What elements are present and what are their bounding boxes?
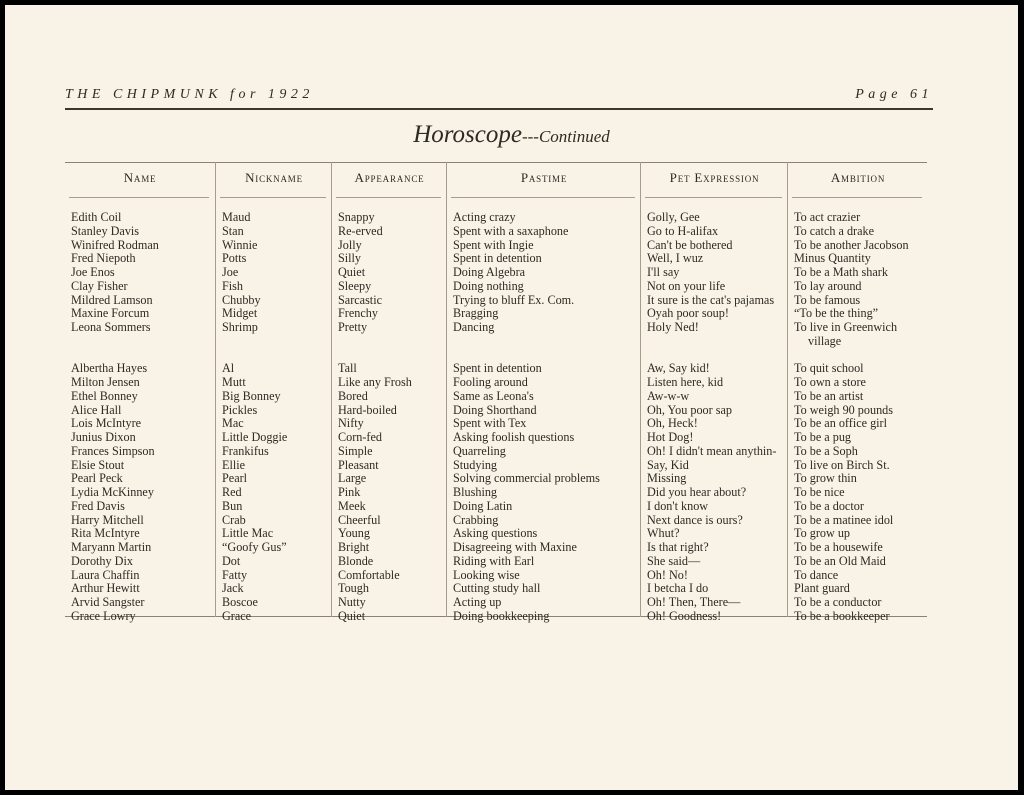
cell-name: Winifred Rodman — [71, 237, 159, 252]
cell-name: Harry Mitchell — [71, 512, 144, 527]
cell-nickname: Al — [222, 361, 235, 376]
row-gap — [222, 349, 330, 363]
cell-nickname: Grace — [222, 608, 252, 623]
cell-appearance: Jolly — [338, 237, 362, 252]
cell-pet-expression — [647, 335, 786, 349]
cell-appearance: Frenchy — [338, 306, 378, 321]
cell-name: Maryann Martin — [71, 540, 152, 554]
cell-nickname: Crab — [222, 512, 246, 527]
cell-ambition: To be a housewife — [794, 540, 883, 554]
cell-nickname: Fish — [222, 278, 244, 293]
cell-appearance: Pretty — [338, 320, 368, 334]
page-title — [5, 121, 1018, 149]
column-header-name: Name — [123, 170, 157, 185]
cell-pastime: Bragging — [453, 306, 499, 321]
column-cells-nickname — [222, 211, 330, 624]
cell-pastime: Asking foolish questions — [453, 430, 575, 444]
cell-ambition: To own a store — [794, 375, 866, 389]
cell-name: Junius Dixon — [71, 430, 136, 444]
cell-pet-expression: Well, I wuz — [647, 251, 704, 266]
cell-nickname: Joe — [222, 265, 239, 279]
cell-name: Albertha Hayes — [71, 361, 148, 376]
row-gap — [794, 349, 926, 363]
cell-name: Fred Niepoth — [71, 251, 136, 266]
cell-appearance: Meek — [338, 498, 366, 513]
cell-ambition: village — [808, 333, 842, 348]
cell-appearance: Tall — [338, 361, 357, 376]
cell-name: Rita McIntyre — [71, 526, 140, 541]
cell-appearance: Pleasant — [338, 457, 379, 472]
cell-appearance: Quiet — [338, 265, 366, 279]
cell-name: Lydia McKinney — [71, 485, 154, 499]
cell-pastime: Acting up — [453, 595, 502, 609]
cell-pastime: Disagreeing with Maxine — [453, 540, 577, 554]
cell-name: Elsie Stout — [71, 457, 125, 472]
cell-pastime: Dancing — [453, 320, 495, 334]
row-gap — [647, 349, 786, 363]
cell-pet-expression: Golly, Gee — [647, 210, 700, 224]
column-name — [65, 162, 215, 623]
cell-ambition: To be a conductor — [794, 595, 882, 609]
cell-pastime: Cutting study hall — [453, 581, 541, 596]
title-sub: ---Continued — [521, 127, 610, 146]
cell-ambition: To quit school — [794, 361, 864, 376]
cell-name: Laura Chaffin — [71, 567, 140, 582]
cell-ambition: To live in Greenwich — [794, 320, 898, 334]
cell-pet-expression: Oh, You poor sap — [647, 402, 732, 417]
cell-pet-expression: Say, Kid — [647, 457, 689, 472]
cell-pet-expression: I don't know — [647, 498, 709, 513]
cell-ambition: To be a Soph — [794, 443, 858, 458]
cell-name: Dorothy Dix — [71, 553, 133, 568]
cell-name: Arvid Sangster — [71, 595, 145, 609]
yearbook-page — [5, 5, 1018, 790]
cell-pastime: Doing Algebra — [453, 265, 526, 279]
cell-appearance: Tough — [338, 581, 369, 596]
cell-appearance: Like any Frosh — [338, 375, 412, 389]
cell-pastime: Solving commercial problems — [453, 471, 600, 486]
row-gap — [71, 349, 213, 363]
column-header-rule — [336, 197, 441, 198]
cell-ambition: To be an Old Maid — [794, 553, 886, 568]
cell-pet-expression: Listen here, kid — [647, 375, 724, 389]
cell-ambition: To act crazier — [794, 210, 861, 224]
cell-appearance: Sleepy — [338, 278, 372, 293]
cell-pet-expression: Missing — [647, 471, 687, 486]
cell-pet-expression: She said— — [647, 553, 701, 568]
cell-pastime: Spent in detention — [453, 361, 542, 376]
cell-pet-expression: Aw, Say kid! — [647, 361, 710, 376]
cell-appearance: Sarcastic — [338, 292, 382, 307]
cell-pet-expression: Oh, Heck! — [647, 416, 698, 431]
column-header-nickname: Nickname — [245, 170, 303, 185]
cell-ambition: To be nice — [794, 485, 845, 499]
cell-pastime: Same as Leona's — [453, 388, 534, 403]
cell-nickname: Big Bonney — [222, 388, 281, 403]
cell-nickname: Little Doggie — [222, 430, 288, 444]
cell-appearance: Bored — [338, 388, 368, 403]
cell-name: Stanley Davis — [71, 223, 140, 238]
cell-appearance: Cheerful — [338, 512, 381, 527]
column-cells-ambition — [794, 211, 926, 624]
cell-nickname: Mutt — [222, 375, 246, 389]
cell-pet-expression: Oh! No! — [647, 567, 688, 582]
column-cells-pet-expression — [647, 211, 786, 624]
cell-nickname: Pickles — [222, 402, 258, 417]
cell-ambition: Plant guard — [794, 581, 850, 596]
cell-ambition: To be famous — [794, 292, 861, 307]
cell-pet-expression: Whut? — [647, 526, 680, 541]
cell-ambition: To be another Jacobson — [794, 237, 909, 252]
cell-name: Grace Lowry — [71, 608, 136, 623]
running-head-title: THE CHIPMUNK for 1922 — [65, 87, 314, 102]
cell-pet-expression: Next dance is ours? — [647, 512, 743, 527]
cell-pet-expression: Did you hear about? — [647, 485, 747, 499]
cell-ambition: To live on Birch St. — [794, 457, 890, 472]
column-cells-appearance — [338, 211, 445, 624]
cell-pastime: Trying to bluff Ex. Com. — [453, 292, 575, 307]
column-ambition — [787, 162, 928, 623]
cell-appearance: Pink — [338, 485, 361, 499]
cell-appearance: Silly — [338, 251, 362, 266]
cell-name: Arthur Hewitt — [71, 581, 140, 596]
cell-nickname: Stan — [222, 223, 244, 238]
cell-nickname: Jack — [222, 581, 244, 596]
cell-ambition: To be a matinee idol — [794, 512, 894, 527]
column-cells-name — [71, 211, 213, 624]
column-header-rule — [69, 197, 209, 198]
cell-pet-expression: Oh! Goodness! — [647, 608, 722, 623]
cell-appearance — [338, 335, 445, 349]
cell-name: Clay Fisher — [71, 278, 128, 293]
cell-nickname: Bun — [222, 498, 243, 513]
column-header-rule — [792, 197, 922, 198]
cell-nickname: Dot — [222, 553, 241, 568]
cell-pastime: Riding with Earl — [453, 553, 535, 568]
cell-name: Leona Sommers — [71, 320, 151, 334]
column-header-rule — [645, 197, 782, 198]
cell-name: Joe Enos — [71, 265, 115, 279]
cell-nickname: Shrimp — [222, 320, 258, 334]
cell-appearance: Blonde — [338, 553, 374, 568]
cell-ambition: To be a pug — [794, 430, 852, 444]
cell-appearance: Nutty — [338, 595, 366, 609]
cell-pet-expression: I'll say — [647, 265, 680, 279]
cell-pet-expression: Is that right? — [647, 540, 709, 554]
cell-pet-expression: Not on your life — [647, 278, 726, 293]
cell-ambition: To catch a drake — [794, 223, 875, 238]
cell-appearance: Simple — [338, 443, 373, 458]
cell-pastime: Doing Latin — [453, 498, 513, 513]
cell-nickname: Potts — [222, 251, 247, 266]
column-pet-expression — [640, 162, 788, 623]
cell-name: Frances Simpson — [71, 443, 155, 458]
cell-nickname: Winnie — [222, 237, 258, 252]
cell-pastime: Spent with a saxaphone — [453, 223, 569, 238]
cell-appearance: Re-erved — [338, 223, 383, 238]
cell-nickname: Chubby — [222, 292, 261, 307]
cell-nickname: Pearl — [222, 471, 248, 486]
cell-pet-expression: Can't be bothered — [647, 237, 733, 252]
cell-ambition: To be a bookkeeper — [794, 608, 890, 623]
cell-nickname — [222, 335, 330, 349]
cell-nickname: Red — [222, 485, 242, 499]
cell-ambition: To be an artist — [794, 388, 864, 403]
cell-name — [71, 335, 213, 349]
cell-pastime: Spent in detention — [453, 251, 542, 266]
cell-pastime: Doing bookkeeping — [453, 608, 550, 623]
row-gap — [338, 349, 445, 363]
cell-appearance: Young — [338, 526, 370, 541]
cell-appearance: Bright — [338, 540, 370, 554]
row-gap — [453, 349, 639, 363]
cell-pet-expression: Oh! I didn't mean anythin- — [647, 443, 777, 458]
running-head — [65, 87, 933, 109]
cell-pastime — [453, 335, 639, 349]
cell-pet-expression: Aw-w-w — [647, 388, 690, 403]
cell-ambition: To weigh 90 pounds — [794, 402, 894, 417]
cell-pet-expression: Go to H-alifax — [647, 223, 719, 238]
column-cells-pastime — [453, 211, 639, 624]
cell-pastime: Doing Shorthand — [453, 402, 537, 417]
cell-pet-expression: It sure is the cat's pajamas — [647, 292, 775, 307]
column-header-pet-expression: Pet Expression — [669, 170, 760, 185]
cell-ambition: To grow thin — [794, 471, 857, 486]
column-header-pastime: Pastime — [520, 170, 568, 185]
column-header-ambition: Ambition — [830, 170, 886, 185]
cell-pet-expression: Oh! Then, There— — [647, 595, 741, 609]
cell-name: Fred Davis — [71, 498, 125, 513]
cell-ambition: Minus Quantity — [794, 251, 871, 266]
page-number: Page 61 — [855, 87, 933, 102]
cell-nickname: “Goofy Gus” — [222, 540, 287, 554]
cell-appearance: Comfortable — [338, 567, 400, 582]
cell-ambition: To lay around — [794, 278, 862, 293]
cell-nickname: Frankifus — [222, 443, 269, 458]
column-header-rule — [451, 197, 635, 198]
cell-nickname: Fatty — [222, 567, 248, 582]
cell-pastime: Quarreling — [453, 443, 506, 458]
cell-nickname: Ellie — [222, 457, 246, 472]
header-rule — [65, 108, 933, 110]
cell-ambition: To be a doctor — [794, 498, 864, 513]
cell-ambition: To dance — [794, 567, 839, 582]
cell-ambition: “To be the thing” — [794, 306, 879, 321]
cell-nickname: Midget — [222, 306, 258, 321]
column-nickname — [215, 162, 332, 623]
column-header-appearance: Appearance — [354, 170, 425, 185]
cell-pastime: Asking questions — [453, 526, 538, 541]
cell-name: Milton Jensen — [71, 375, 140, 389]
cell-name: Lois McIntyre — [71, 416, 142, 431]
cell-ambition: To be an office girl — [794, 416, 887, 431]
cell-nickname: Little Mac — [222, 526, 274, 541]
cell-pastime: Spent with Tex — [453, 416, 527, 431]
cell-pet-expression: I betcha I do — [647, 581, 709, 596]
cell-pet-expression: Oyah poor soup! — [647, 306, 729, 321]
cell-appearance: Quiet — [338, 608, 366, 623]
cell-name: Alice Hall — [71, 402, 122, 417]
column-appearance — [331, 162, 447, 623]
cell-appearance: Corn-fed — [338, 430, 382, 444]
cell-pet-expression: Holy Ned! — [647, 320, 699, 334]
cell-pastime: Crabbing — [453, 512, 499, 527]
column-pastime — [446, 162, 641, 623]
cell-appearance: Snappy — [338, 210, 375, 224]
cell-name: Mildred Lamson — [71, 292, 153, 307]
cell-appearance: Large — [338, 471, 367, 486]
cell-name: Ethel Bonney — [71, 388, 138, 403]
cell-nickname: Maud — [222, 210, 251, 224]
title-main: Horoscope — [413, 121, 522, 148]
cell-nickname: Mac — [222, 416, 244, 431]
cell-name: Maxine Forcum — [71, 306, 150, 321]
horoscope-table — [65, 162, 927, 623]
cell-pastime: Studying — [453, 457, 498, 472]
cell-name: Edith Coil — [71, 210, 122, 224]
cell-pastime: Spent with Ingie — [453, 237, 534, 252]
cell-pastime: Fooling around — [453, 375, 528, 389]
cell-pastime: Blushing — [453, 485, 498, 499]
cell-name: Pearl Peck — [71, 471, 123, 486]
cell-pet-expression: Hot Dog! — [647, 430, 694, 444]
cell-pastime: Doing nothing — [453, 278, 524, 293]
cell-pastime: Looking wise — [453, 567, 520, 582]
cell-pastime: Acting crazy — [453, 210, 516, 224]
cell-appearance: Nifty — [338, 416, 364, 431]
cell-ambition: To be a Math shark — [794, 265, 888, 279]
cell-appearance: Hard-boiled — [338, 402, 397, 417]
cell-nickname: Boscoe — [222, 595, 258, 609]
cell-ambition: To grow up — [794, 526, 851, 541]
column-header-rule — [220, 197, 326, 198]
